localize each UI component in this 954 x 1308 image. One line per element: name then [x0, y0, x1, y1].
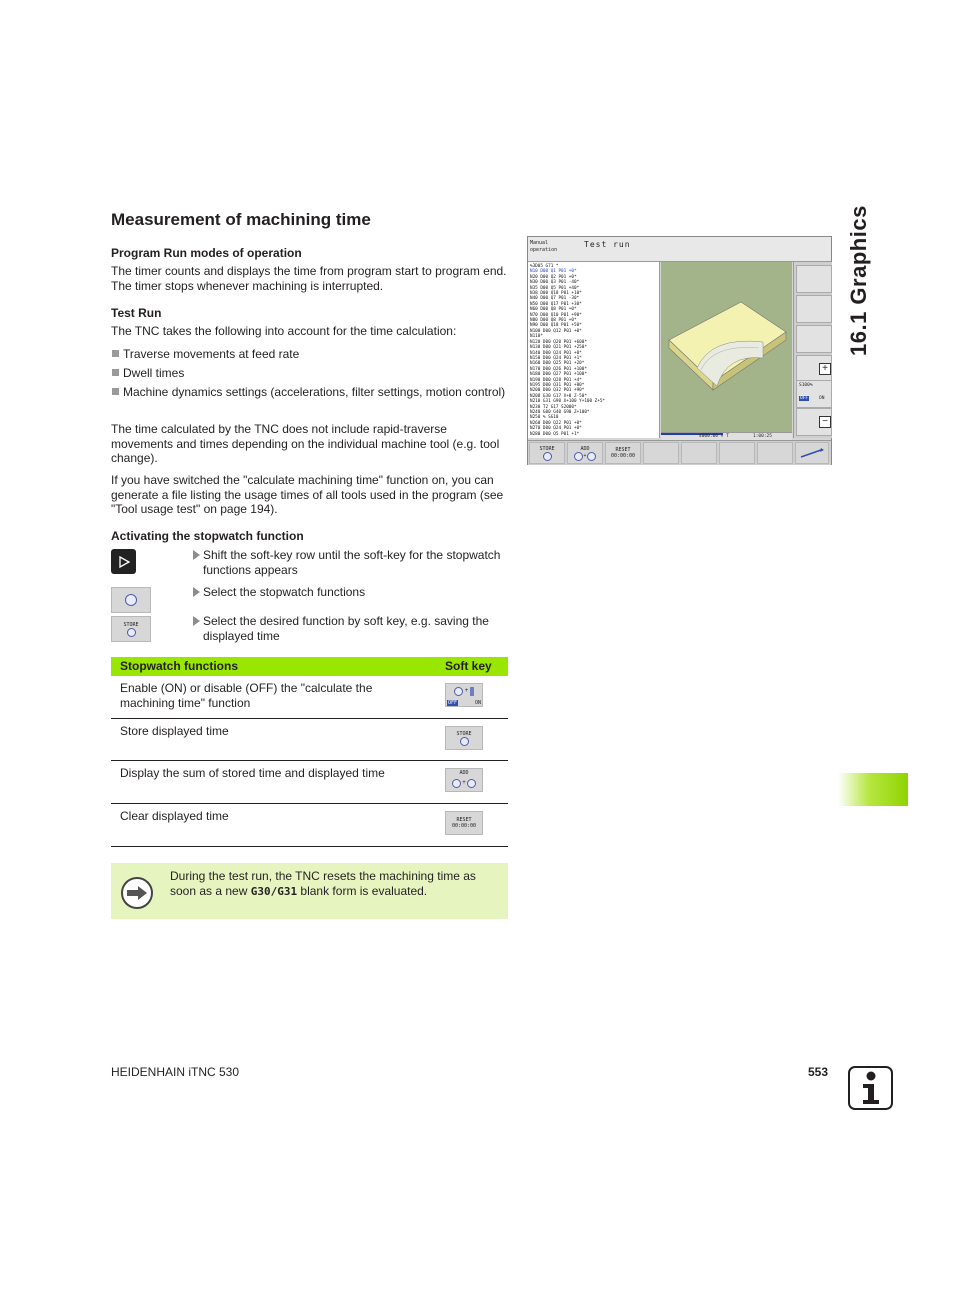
- tnc-screen: [527, 236, 832, 465]
- program-line: %3D05 G71 *: [530, 264, 559, 269]
- program-line: N110*: [530, 334, 543, 340]
- col-functions-header: Stopwatch functions: [120, 659, 238, 673]
- screen-add-softkey[interactable]: ADD +: [567, 442, 603, 464]
- program-line: N270 D00 Q24 P01 +0*: [530, 426, 582, 432]
- softkey-row: [528, 440, 831, 465]
- program-line: N130 D00 Q21 P01 +250*: [530, 345, 587, 351]
- table-row: Clear displayed time RESET 00:00:00: [111, 804, 508, 847]
- simulation-graphic: [661, 262, 792, 432]
- program-line: N70 D00 Q10 P01 +90*: [530, 312, 582, 318]
- stopwatch-icon: [454, 687, 463, 696]
- test-run-para1: The time calculated by the TNC does not include rapid-traverse movements and times depending on the individual machine tool (e.g. tool change).: [111, 422, 500, 465]
- store-softkey[interactable]: STORE: [111, 616, 151, 642]
- plus-icon: +: [819, 363, 831, 375]
- tool-icon: [470, 687, 474, 696]
- stopwatch-icon: [543, 452, 552, 461]
- test-run-para2: If you have switched the "calculate machining time" function on, you can generate a file listing the usage times of all tools used in the program (see "Tool usage test" on page 194).: [111, 473, 504, 516]
- program-line: N170 D00 Q26 P01 +100*: [530, 366, 587, 372]
- chapter-tab-marker: [838, 773, 908, 806]
- softkey-plus[interactable]: [796, 355, 832, 383]
- reset-softkey[interactable]: RESET 00:00:00: [445, 811, 483, 835]
- step-item: Select the desired function by soft key, e.g. saving the displayed time: [193, 614, 513, 643]
- program-line: N100 D00 Q12 P01 +0*: [530, 328, 582, 334]
- stopwatch-icon: [460, 737, 469, 746]
- program-line: N10 D00 Q1 P01 +0*: [530, 269, 577, 275]
- arrow-icon: [799, 447, 825, 459]
- screen-store-softkey[interactable]: STORE: [529, 442, 565, 464]
- screen-empty-softkey[interactable]: [757, 442, 793, 464]
- program-line: N20 D00 Q2 P01 +0*: [530, 274, 577, 280]
- stopwatch-icon: [574, 452, 583, 461]
- col-softkey-header: Soft key: [445, 659, 492, 673]
- softkey-vertical-2[interactable]: [796, 295, 832, 323]
- table-header: [111, 657, 508, 676]
- screen-empty-softkey[interactable]: [719, 442, 755, 464]
- softkey-vertical-3[interactable]: [796, 325, 832, 353]
- note-code: G30/G31: [250, 884, 298, 898]
- program-line: N230 T2 G17 S2000*: [530, 404, 577, 410]
- program-line: N200 D00 Q32 P01 +90*: [530, 388, 585, 394]
- program-line: N260 D00 Q22 P01 +0*: [530, 420, 582, 426]
- program-line: N35 D00 Q5 P01 +40*: [530, 285, 580, 291]
- program-line: N180 D00 Q27 P01 +100*: [530, 372, 587, 378]
- program-line: N250 % SG18: [530, 415, 559, 421]
- play-arrow-icon: [117, 555, 131, 569]
- note-text: During the test run, the TNC resets the machining time as soon as a new G30/G31 blank form is evaluated.: [170, 869, 476, 898]
- program-run-heading: Program Run modes of operation: [111, 246, 302, 260]
- screen-empty-softkey[interactable]: [643, 442, 679, 464]
- page-number: 553: [808, 1065, 829, 1079]
- program-line: N195 D00 Q31 P01 +80*: [530, 382, 585, 388]
- note-box: [111, 863, 508, 919]
- workpiece-graphic: [661, 262, 792, 432]
- status-bar: 4000.00 × T 1:00:25: [661, 432, 792, 441]
- program-line: N30 D00 Q3 P01 -40*: [530, 280, 580, 286]
- program-line: N208 G30 G17 X+0 Z-50*: [530, 393, 587, 399]
- program-line: N38 D00 Q18 P01 +10*: [530, 291, 582, 297]
- program-line: N40 D00 Q7 P01 -30*: [530, 296, 580, 302]
- program-line: N150 D00 Q24 P01 +1*: [530, 355, 582, 361]
- program-line: N160 D00 Q25 P01 +20*: [530, 361, 585, 367]
- softkey-vertical-1[interactable]: [796, 265, 832, 293]
- program-run-text: The timer counts and displays the time from program start to program end. The timer stops whenever machining is interrupted.: [111, 264, 507, 293]
- toggle-machining-time-softkey[interactable]: + OFF ON: [445, 683, 483, 707]
- info-icon: [848, 1066, 893, 1110]
- arrow-right-icon: [121, 877, 153, 909]
- program-line: N140 D00 Q24 P01 +0*: [530, 350, 582, 356]
- mode-panel: Manual operation: [528, 237, 581, 262]
- stopwatch-heading: Activating the stopwatch function: [111, 529, 304, 543]
- program-line: N190 D00 Q28 P01 +4*: [530, 377, 582, 383]
- table-row: Store displayed time STORE: [111, 719, 508, 761]
- program-listing: [528, 262, 660, 438]
- program-line: N280 D00 Q5 P01 +1*: [530, 431, 580, 437]
- section-title: Measurement of machining time: [111, 210, 371, 229]
- minus-icon: −: [819, 416, 831, 428]
- program-line: N240 G00 G40 G90 Z+100*: [530, 409, 590, 415]
- program-line: N120 D00 Q20 P01 +600*: [530, 339, 587, 345]
- stopwatch-icon: [452, 779, 461, 788]
- stopwatch-functions-softkey[interactable]: [111, 587, 151, 613]
- program-line: N90 D00 Q18 P01 +50*: [530, 323, 582, 329]
- store-softkey[interactable]: STORE: [445, 726, 483, 750]
- next-row-key[interactable]: [111, 549, 136, 574]
- step-item: Shift the soft-key row until the soft-key for the stopwatch functions appears: [193, 548, 513, 577]
- bullet-item: Dwell times: [111, 366, 511, 381]
- stopwatch-icon: [125, 594, 137, 606]
- test-run-intro: The TNC takes the following into account for the time calculation:: [111, 324, 457, 338]
- screen-shift-row-softkey[interactable]: [795, 442, 829, 464]
- program-line: N210 G31 G90 X+100 Y+100 Z+5*: [530, 399, 606, 405]
- footer-brand: HEIDENHAIN iTNC 530: [111, 1065, 240, 1079]
- softkey-minus[interactable]: [796, 408, 832, 436]
- bullet-item: Machine dynamics settings (accelerations, filter settings, motion control): [111, 385, 511, 400]
- vertical-softkey-bar: [793, 262, 832, 438]
- stopwatch-icon: [587, 452, 596, 461]
- stopwatch-icon: [127, 628, 136, 637]
- screen-empty-softkey[interactable]: [681, 442, 717, 464]
- test-run-heading: Test Run: [111, 306, 162, 320]
- softkey-override[interactable]: S100% OFF ON: [796, 380, 832, 408]
- program-line: N60 D00 Q8 P01 +0*: [530, 307, 577, 313]
- table-row: Display the sum of stored time and displayed time ADD +: [111, 761, 508, 804]
- chapter-side-title: 16.1 Graphics: [846, 205, 871, 356]
- stopwatch-icon: [467, 779, 476, 788]
- bullet-item: Traverse movements at feed rate: [111, 347, 511, 362]
- program-line: N50 D00 Q17 P01 +30*: [530, 301, 582, 307]
- program-line: N80 D00 Q8 P01 +0*: [530, 318, 577, 324]
- table-row: Enable (ON) or disable (OFF) the "calculate the machining time" function + OFF ON: [111, 676, 508, 719]
- step-item: Select the stopwatch functions: [193, 585, 513, 600]
- add-softkey[interactable]: ADD +: [445, 768, 483, 792]
- screen-reset-softkey[interactable]: RESET 00:00:00: [605, 442, 641, 464]
- title-panel: Test run: [580, 237, 831, 262]
